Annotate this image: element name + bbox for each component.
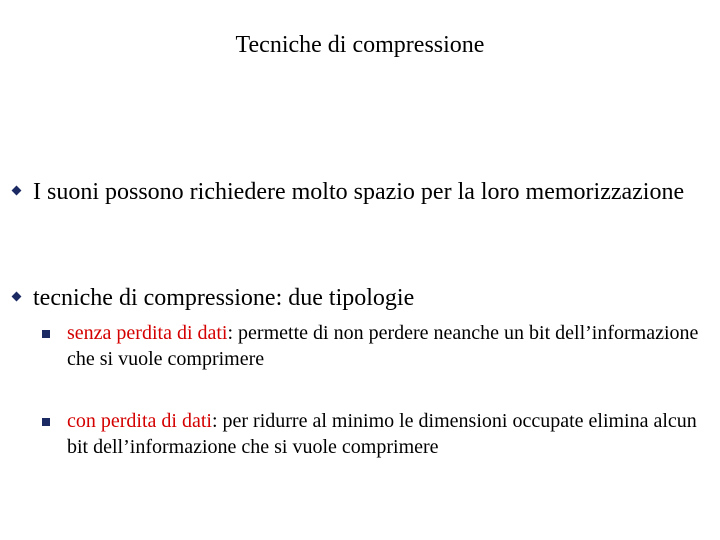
highlighted-term: senza perdita di dati — [67, 322, 228, 344]
diamond-bullet-icon — [8, 288, 24, 304]
sub-bullet-text — [67, 320, 712, 372]
sub-bullet-description: : per ridurre al minimo le dimensioni occupate elimina alcun bit dell’informazione che si vuole comprimere — [67, 410, 697, 458]
sub-bullet-text — [67, 408, 712, 460]
square-bullet-icon — [42, 418, 50, 426]
sub-bullet-description: : permette di non perdere neanche un bit dell’informazione che si vuole comprimere — [67, 322, 699, 370]
slide-title: Tecniche di compressione — [235, 32, 485, 58]
diamond-bullet-icon — [8, 182, 24, 198]
bullet-text: I suoni possono richiedere molto spazio per la loro memorizzazione — [33, 179, 685, 205]
bullet-text: tecniche di compressione: due tipologie — [33, 285, 415, 311]
highlighted-term: con perdita di dati — [67, 410, 212, 432]
square-bullet-icon — [42, 330, 50, 338]
